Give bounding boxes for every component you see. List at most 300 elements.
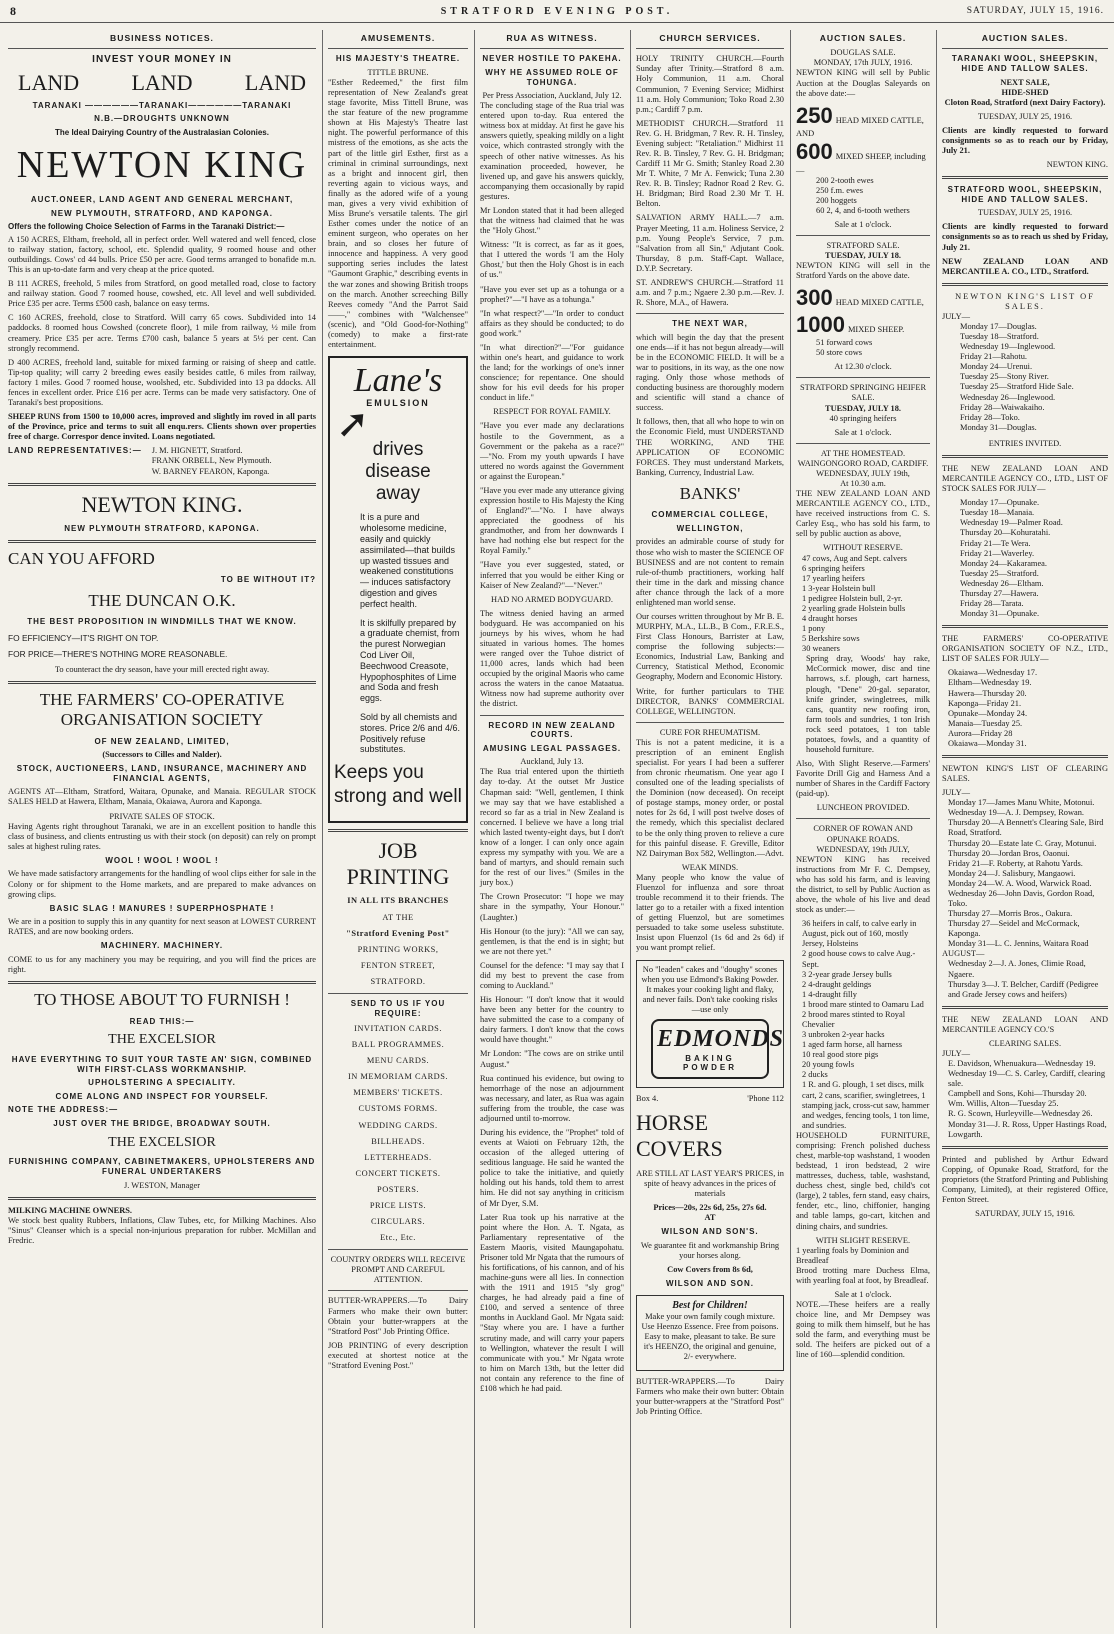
afford-title: CAN YOU AFFORD	[8, 548, 155, 568]
stratford-heading: STRATFORD SALE.	[826, 241, 900, 251]
stratford-wool: STRATFORD WOOL, SHEEPSKIN, HIDE AND TALLOW SALES.	[947, 185, 1103, 204]
college-line: COMMERCIAL COLLEGE,	[651, 510, 769, 520]
basic-slag-line: BASIC SLAG ! MANURES ! SUPERPHOSPHATE !	[49, 903, 275, 913]
representatives	[8, 446, 316, 476]
wool-text: We have made satisfactory arrangements for the handling of wool clips either for sale in the Colony or for shipment to the Home markets, and are prepared to make advances on growing clips.	[8, 869, 316, 899]
article-paragraph: "Have you ever suggested, stated, or inferred that you would be either King or Kaiser of New Zealand?"—"Never."	[480, 560, 624, 590]
lot-number: 300	[796, 285, 833, 311]
list-item: 3 2-year grade Jersey bulls	[802, 969, 892, 979]
nk-sell-text: NEWTON KING will sell by Public Auction at the Douglas Saleyards on the above date:—	[796, 68, 930, 98]
article-paragraph: Mr London: "The cows are on strike until August."	[480, 1049, 624, 1069]
list-item: 1 3-year Holstein bull	[802, 583, 876, 593]
column-amusements	[324, 30, 472, 1628]
list-item: 17 yearling heifers	[802, 573, 865, 583]
emulsion-skilfully: It is skilfully prepared by a graduate chemist, from the purest Norwegian Cod Liver Oil, Beechwood Creasote, Hypophosphites of Lime and Soda and fresh eggs.	[360, 617, 460, 704]
list-item: Friday 21—F. Roberty, at Rahotu Yards.	[948, 858, 1083, 868]
street-line: FENTON STREET,	[360, 960, 436, 970]
list-item: Monday 24—Kakaramea.	[960, 558, 1047, 568]
list-item: Monday 31—L. C. Jennins, Waitara Road	[948, 939, 1089, 949]
article-paragraph: The Rua trial entered upon the thirtieth day to-day. At the outset Mr Justice Chapman said: "Well, gentlemen, I think we may say that we have established a record so far as a trial in New Zealand is concerned. I believe we have a long trial which lasted twenty-eight days, but I don't know of a longer. I can only once again express my sympathy with you. We are a band of martyrs, and should remain such for the rest of our lives." (Smiles in the jury box.)	[480, 767, 624, 888]
rep: J. M. HIGNETT, Stratford.	[151, 446, 243, 456]
issue-date: SATURDAY, JULY 15, 1916.	[966, 6, 1104, 16]
nk-instructions: NEWTON KING has received instructions from Mr F. C. Dempsey, who has sold his farm, and is leaving the district, to sell by Public Auction as above, the whole of his live and dead stock as under:—	[796, 854, 930, 915]
print-item: CIRCULARS.	[370, 1217, 426, 1227]
divider	[942, 283, 1108, 286]
emulsion-text: It is a pure and wholesome medicine, easily and quickly assimilated—that builds up wasted tissues and weakened constitutions — induces satisfactory digestion and gives perfect health.	[360, 512, 456, 609]
banks-title: BANKS'	[679, 483, 741, 503]
rheumatism-heading: CURE FOR RHEUMATISM.	[659, 727, 761, 737]
divider	[636, 722, 784, 723]
springing-heading: STRATFORD SPRINGING HEIFER SALE.	[799, 383, 927, 403]
write-text: Write, for further particulars to THE DIRECTOR, BANKS' COMMERCIAL COLLEGE, WELLINGTON.	[636, 686, 784, 716]
at-the: AT THE	[382, 912, 414, 922]
wilson-name: WILSON AND SON'S.	[661, 1227, 759, 1237]
works-line: PRINTING WORKS,	[357, 944, 439, 954]
list-item: Kaponga—Friday 21.	[948, 698, 1022, 708]
heifers: 40 springing heifers	[829, 413, 897, 423]
list-item: R. G. Scown, Hurleyville—Wednesday 26.	[948, 1109, 1093, 1119]
list-item: Thursday 20—A Bennett's Clearing Sale, Bird Road, Stratford.	[948, 818, 1104, 838]
list-item: Monday 17—Douglas.	[960, 322, 1037, 332]
list-item: Thursday 27—Hawera.	[960, 588, 1039, 598]
sheep-list	[796, 176, 930, 216]
list-item: Wednesday 2—J. A. Jones, Climie Road, Ngaere.	[948, 959, 1086, 979]
machinery-line: MACHINERY. MACHINERY.	[100, 941, 224, 951]
dempsey-list	[796, 919, 930, 1131]
divider	[942, 625, 1108, 628]
foals: 1 yearling foals by Dominion and Breadleaf	[796, 1245, 909, 1265]
column-rule	[936, 30, 937, 1628]
nzl-clearing-title: THE NEW ZEALAND LOAN AND MERCANTILE AGENCY CO.'S	[942, 1014, 1108, 1034]
homestead-heading: AT THE HOMESTEAD.	[820, 448, 906, 458]
nzl-title: THE NEW ZEALAND LOAN AND MERCANTILE AGENCY CO., LTD., LIST OF STOCK SALES FOR JULY—	[942, 463, 1108, 494]
list-item: Okaiawa—Wednesday 17.	[948, 668, 1038, 678]
article-paragraph: The witness denied having an armed bodyguard. He was accompanied on his journeys by his wives, whom he had situated in various homes. The homes were ranged over the Tuhoe district of 11,000 acres, lands which had been occupied by the original Maoris who came across the waters in the canoe Mataatua. Witness now had supreme authority over the district.	[480, 608, 624, 709]
sale-time: At 12.30 o'clock.	[834, 362, 892, 372]
corner-heading: CORNER OF ROWAN AND OPUNAKE ROADS.	[813, 824, 913, 844]
print-item: CUSTOMS FORMS.	[358, 1104, 438, 1114]
town-line: STRATFORD.	[370, 976, 426, 986]
lot-number: 250	[796, 102, 833, 128]
column-rule	[790, 30, 791, 1628]
divider	[328, 1249, 468, 1250]
printing-details	[328, 896, 468, 986]
section-heading: AUCTION SALES.	[819, 33, 907, 43]
horse-covers-text: ARE STILL AT LAST YEAR'S PRICES, in spite of heavy advances in the prices of materials	[636, 1168, 784, 1198]
weak-minds-text: Many people who know the value of Fluenzol for influenza and sore throat trouble recommend it to their friends. The latter go to a retailer with a fixed intention of getting Fluenzol, but are sometimes persuaded to take some useless substitute. Insist upon Fluenzol (1s 6d and 2s 6d) if you want prompt relief.	[636, 872, 784, 953]
article-paragraph: His Honour (to the jury): "All we can say, gentlemen, is that the end is in sight; but we are not there yet."	[480, 926, 624, 956]
excelsior-title: THE EXCELSIOR	[108, 1032, 216, 1048]
subheading: NEVER HOSTILE TO PAKEHA.	[482, 54, 622, 64]
imprint-date: SATURDAY, JULY 15, 1916.	[975, 1209, 1075, 1219]
section-heading: AMUSEMENTS.	[360, 33, 436, 43]
list-item: Monday 31—Opunake.	[960, 609, 1040, 619]
article-paragraph: Counsel for the defence: "I may say that I did my best to prevent the case from coming to Auckland."	[480, 960, 624, 990]
nk-list-heading: NEWTON KING'S LIST OF SALES.	[955, 291, 1095, 311]
divider	[8, 540, 316, 543]
article-paragraph: During his evidence, the "Prophet" told of events at Waioti on February 12th, the occasion of the alleged uttering of seditious language. He said he wanted the police to take the initiative, and quietly holding out his hands, told them to arrest him. He did not say anything in criticism of Mr Dyer, S.M.	[480, 1127, 624, 1208]
list-item: 20 young fowls	[802, 1060, 855, 1070]
agents-text: AGENTS AT—Eltham, Stratford, Waitara, Opunake, and Manaia. REGULAR STOCK SALES HELD at Hawera, Eltham, Manaia, Okaiawa, Aurora and Kaponga.	[8, 787, 316, 807]
homestead-time: At 10.30 a.m.	[840, 478, 886, 488]
emulsion-sold: Sold by all chemists and stores. Price 2/6 and 4/6. Positively refuse substitutes.	[360, 711, 461, 755]
column-rule	[474, 30, 475, 1628]
clearing-sales-heading: CLEARING SALES.	[988, 1038, 1062, 1048]
prices: Prices—20s, 22s 6d, 25s, 27s 6d.	[653, 1202, 767, 1212]
edmonds-name: EDMONDS	[657, 1025, 785, 1052]
july-label: JULY—	[942, 311, 971, 321]
hide-shed: HIDE-SHED	[1001, 87, 1049, 97]
list-item: Hawera—Thursday 20.	[948, 688, 1027, 698]
entries-invited: ENTRIES INVITED.	[988, 438, 1062, 448]
column-business-notices	[4, 30, 320, 1628]
courses-text: Our courses written throughout by Mr B. E. MURPHY, M.A., LL.B., B Com., F.R.E.S., First Class Honours, Barrister at Law, comprise the following subjects:—Economics, Industrial Law, Banking and Currency, Statistical Method, Economic Geography, Modern and Economic History.	[636, 612, 784, 682]
divider	[796, 443, 930, 444]
church-notice: ST. ANDREW'S CHURCH.—Stratford 11 a.m. and 7 p.m.; Ngaere 2.30 p.m.—Rev. J. R. Shore, M.A., of Hawera.	[636, 277, 784, 308]
divider	[942, 48, 1108, 49]
lot-1000	[796, 312, 930, 338]
at-line: AT	[704, 1213, 716, 1223]
byline: Auckland, July 13.	[520, 757, 584, 767]
nb-line: N.B.—DROUGHTS UNKNOWN	[94, 114, 230, 124]
milking-title: MILKING MACHINE OWNERS.	[8, 1205, 133, 1215]
divider	[328, 48, 468, 49]
print-item: MENU CARDS.	[366, 1056, 430, 1066]
milking-text: We stock best quality Rubbers, Inflations, Claw Tubes, etc, for Milking Machines. Also "Sinus" Cleanser which is a special non-injurious preparation for rubber. McMillan and Fredric.	[8, 1215, 316, 1245]
column-rule	[630, 30, 631, 1628]
sale-time: Sale at 1 o'clock.	[834, 1290, 892, 1299]
furnish-title: TO THOSE ABOUT TO FURNISH !	[34, 990, 290, 1010]
newton-king-title: NEWTON KING	[16, 144, 308, 187]
stratford-date: TUESDAY, JULY 18.	[824, 251, 902, 261]
college-text: provides an admirable course of study for those who wish to master the SCIENCE OF BUSINESS and are not content to remain rule-of-thumb practitioners, working half their time in the dark and missing chance after chance through the lack of a more enlightened man world sense.	[636, 537, 784, 607]
print-item: Etc., Etc.	[380, 1233, 416, 1243]
print-item: MEMBERS' TICKETS.	[353, 1088, 443, 1098]
horse-covers-title: HORSE COVERS	[636, 1109, 723, 1162]
lot-text: HEAD MIXED CATTLE, AND	[796, 115, 924, 139]
article-paragraph: Mr London stated that it had been alleged that the witness had claimed that he was the "Holy Ghost."	[480, 205, 624, 236]
homestead-date: WEDNESDAY, JULY 19th,	[816, 468, 910, 478]
list-item: Friday 28—Tarata.	[960, 598, 1024, 608]
lanes-emulsion-ad	[328, 356, 468, 823]
wilson-contact	[636, 1094, 784, 1104]
church-notice: SALVATION ARMY HALL.—7 a.m. Prayer Meeting, 11 a.m. Holiness Service, 2 p.m. Young People's Service, 7 p.m. "Salvation from all Sin," Adjutant Cook. Thursday, 8 p.m. Staff-Capt. Wallace, D.Y.P. Secretary.	[636, 213, 784, 273]
list-item: Campbell and Sons, Kohi—Thursday 20.	[948, 1089, 1087, 1099]
lot-600	[796, 139, 930, 175]
machinery-text: COME to us for any machinery you may be requiring, and you will find the prices are right.	[8, 955, 316, 975]
clients-note: Clients are kindly requested to forward consignments so as to reach our by Friday, July 21.	[942, 125, 1108, 155]
list-item: Aurora—Friday 28	[948, 728, 1013, 738]
sheep-runs: SHEEP RUNS from 1500 to 10,000 acres, improved and slightly im roved in all parts of the Province, price and terms to suit all enqu.rers. Clients shown over properties free of charge. Correspor dence invited. Loans negotiated.	[8, 412, 316, 442]
furnishing-line: FURNISHING COMPANY, CABINETMAKERS, UPHOLSTERERS AND FUNERAL UNDERTAKERS	[8, 1157, 316, 1176]
print-item: BILLHEADS.	[371, 1136, 425, 1146]
list-item: 2 yearling grade Holstein bulls	[802, 603, 906, 613]
stock-list	[796, 554, 930, 655]
wilson-name-2: WILSON AND SON.	[665, 1278, 755, 1288]
divider	[636, 48, 784, 49]
list-item: 60 2, 4, and 6-tooth wethers	[816, 205, 910, 215]
farmers-roles: STOCK, AUCTIONEERS, LAND, INSURANCE, MACHINERY AND FINANCIAL AGENTS,	[16, 764, 308, 783]
arrow-icon: ➚	[336, 400, 370, 446]
keeps-slogan: Keeps you strong and well	[334, 762, 462, 807]
luncheon: LUNCHEON PROVIDED.	[816, 803, 910, 813]
list-item: 1 4-draught filly	[802, 989, 857, 999]
edmonds-logo	[651, 1019, 785, 1079]
list-item: Thursday 27—Morris Bros., Oakura.	[948, 909, 1073, 919]
read-this: READ THIS:—	[129, 1016, 195, 1026]
section-heading: BUSINESS NOTICES.	[110, 33, 214, 43]
farmers-nz: OF NEW ZEALAND, LIMITED,	[94, 736, 230, 746]
land-banner	[8, 70, 316, 96]
masthead	[0, 0, 1114, 23]
invest-line: INVEST YOUR MONEY IN	[92, 54, 232, 66]
best-children: Best for Children!	[672, 1299, 748, 1311]
divider	[480, 715, 624, 716]
next-war-heading: THE NEXT WAR,	[672, 319, 748, 329]
list-item: Friday 28—Waiwakaiho.	[960, 402, 1045, 412]
douglas-heading: DOUGLAS SALE.	[830, 48, 896, 58]
wellington-line: WELLINGTON,	[676, 523, 744, 533]
list-item: 51 forward cows	[816, 338, 873, 348]
sale-date: TUESDAY, JULY 25, 1916.	[977, 208, 1073, 218]
job-printing-title: JOB PRINTING	[346, 837, 450, 890]
next-sale: NEXT SALE,	[1000, 77, 1050, 87]
article-paragraph: The concluding stage of the Rua trial was entered upon to-day. Rua entered the witness box at midday. At first he gave his answers quietly, speaking mildly on a light voice, which contrasted strongly with the speech of other native witnesses. As his examination proceeded, however, he livened up, and gave his answers quickly, accompanying them occasionally by rapid gestures.	[480, 101, 624, 201]
print-item: INVITATION CARDS.	[354, 1024, 442, 1034]
print-items	[328, 1024, 468, 1243]
cattle-list	[796, 338, 930, 358]
ideal-line: The Ideal Dairying Country of the Australasian Colonies.	[55, 127, 269, 137]
theatre-review: "Esther Redeemed," the first film representation of New Zealand's great stage favorite, Miss Tittell Brune, was the star feature of the new programme shown at His Majesty's Theatre last night. The powerful performance of this mistress of the emotions, as she acts the part of the little girl Esther, first as a criminal in criminal surroundings, next as a bright and innocent girl, then reverting again to vicious ways, and finally as the adored wife of a young man, gives a very vivid exhibition of Miss Brune's versatile talents. The girl Esther comes under the notice of an eminent surgeon, who operates on her brain, and so closes her future of innocence and happiness. A very good supporting series includes the latest "Gaumont Graphic," describing events in the war zones and showing British troops on the march. Another screeching Billy Reeves comedy "And the Parrot Said——," combines with "Walchensee" (scenic), and "Old Good-for-Nothing" (comedy) to make a first-rate entertainment.	[328, 77, 468, 350]
section-heading: AUCTION SALES.	[981, 33, 1069, 43]
reps-list	[152, 446, 272, 476]
list-item: 2 brood mares stinted to Royal Chevalier	[802, 1009, 906, 1029]
clients-note: Clients are kindly requested to forward consignments so as to reach us shed by Friday, July 21.	[942, 222, 1108, 252]
farm-listing: A 150 ACRES, Eltham, freehold, all in perfect order. Well watered and well fenced, close to railway station, factory, school, etc. Splendid quality, 9 roomed house and other outbuildings. Cows' cd 44 bulls. Price £50 per acre. Good terms arranged to bonafide m.n. This is an up-to-date farm and very cheap at the price quoted.	[8, 234, 316, 275]
nk-stratford-text: NEWTON KING will sell in the Stratford Yards on the above date.	[796, 261, 930, 281]
divider	[480, 48, 624, 49]
list-item: 2 ducks	[802, 1070, 828, 1080]
butter-wrappers: BUTTER-WRAPPERS.—To Dairy Farmers who make their own butter: Obtain your butter-wrappers at the "Stratford Post" Job Printing Office.	[328, 1296, 468, 1336]
divider	[328, 829, 468, 832]
counteract-line: To counteract the dry season, have your mill erected right away.	[54, 664, 270, 674]
rep: W. BARNEY FEARON, Kaponga.	[151, 466, 270, 476]
church-notice: METHODIST CHURCH.—Stratford 11 Rev. G. H. Bridgman, 7 Rev. R. H. Tinsley, Evening subject: "Retaliation." Midhirst 11 Rev. R. B. Tinsley, 7 Rev. G. H. Bridgman; Cardiff 11 Mr G. Smith; Stanley Road 2.30 Mr T. White, 7 Mr A. Fenwick; Tuna 2.30 Rev. R. B. Tinsley; Radnor Road 2 Rev. G. H. Bridgman; Bird Road 2.30 Mr T. H. Belton.	[636, 118, 784, 209]
butter-wrappers: BUTTER-WRAPPERS.—To Dairy Farmers who make their own butter: Obtain your butter-wrappers at the "Stratford Post" Job Printing Office.	[636, 1376, 784, 1417]
address-label: NOTE THE ADDRESS:—	[8, 1105, 119, 1115]
nk-sales-list	[942, 322, 1108, 433]
springing-date: TUESDAY, JULY 18.	[824, 403, 902, 413]
list-item: 1 brood mare stinted to Oamaru Lad	[802, 999, 924, 1009]
offers-line: Offers the following Choice Selection of Farms in the Taranaki District:—	[8, 222, 285, 232]
all-branches: IN ALL ITS BRANCHES	[347, 896, 449, 906]
lot-number: 1000	[796, 311, 845, 337]
subheading: RESPECT FOR ROYAL FAMILY.	[493, 407, 611, 417]
print-item: LETTERHEADS.	[364, 1152, 432, 1162]
subheading: AMUSING LEGAL PASSAGES.	[482, 743, 622, 753]
list-item: Wednesday 26—Eltham.	[960, 578, 1044, 588]
corner-date: WEDNESDAY, 19th JULY,	[816, 844, 910, 854]
column-rule	[322, 30, 323, 1628]
locations-line: NEW PLYMOUTH STRATFORD, KAPONGA.	[64, 523, 260, 533]
job-printing-note: JOB PRINTING of every description executed at shortest notice at the "Stratford Evening Post."	[328, 1340, 468, 1370]
list-item: Friday 21—Waverley.	[960, 548, 1035, 558]
nzl-clearing-list	[942, 1059, 1108, 1140]
without-line: TO BE WITHOUT IT?	[220, 574, 316, 584]
nzloan-text: THE NEW ZEALAND LOAN AND MERCANTILE AGENCY CO., LTD., have received instructions from C. S. Carley Esq., who has sold his farm, to sell by public auction as above,	[796, 489, 930, 539]
lot-text: HEAD MIXED CATTLE,	[835, 298, 924, 308]
basic-text: We are in a position to supply this in any quantity for next season at LOWEST CURRENT RATES, and are now booking orders.	[8, 917, 316, 937]
wool-line: WOOL ! WOOL ! WOOL !	[105, 855, 219, 865]
implements: Spring dray, Woods' hay rake, McCormick mower, disc and tine harrows, s.f. plough, cart harness, plough, "Dene" 20-gal. separator, knife grinder, swingletrees, milk cans, quantity new roofing iron, farm tools and sundries, 1 ton Irish rock seed potatoes, 1 ton table potatoes, fowls, and a quantity of household furniture.	[806, 654, 930, 755]
auctioneer-line: AUCT.ONEER, LAND AGENT AND GENERAL MERCHANT,	[30, 195, 294, 205]
list-item: Thursday 20—Kohuratahi.	[960, 528, 1051, 538]
private-sales-text: Having Agents right throughout Taranaki, we are in an excellent position to handle this class of business, and clients entrusting us with their stock (on deposit) can rely on prompt sales at highest ruling rates.	[8, 821, 316, 851]
edmonds-text: No "leaden" cakes and "doughy" scones when you use Edmond's Baking Powder. It makes your cooking light and flaky, and never fails. Don't take cooking risks—use only	[641, 964, 779, 1014]
office-name: "Stratford Evening Post"	[346, 928, 450, 938]
ad-word: disease	[365, 460, 431, 482]
excelsior-title-2: THE EXCELSIOR	[108, 1134, 216, 1150]
list-item: 6 springing heifers	[802, 563, 865, 573]
list-item: 250 f.m. ewes	[816, 185, 863, 195]
list-item: Monday 24—J. Salisbury, Mangaowi.	[948, 868, 1076, 878]
baking-powder: BAKING POWDER	[683, 1053, 737, 1073]
divider	[796, 818, 930, 819]
list-item: Eltham—Wednesday 19.	[948, 678, 1032, 688]
list-item: 200 hoggets	[816, 195, 857, 205]
follows-text: It follows, then, that all who hope to win on the Economic Field, must UNDERSTAND THE WORKING, AND THE APPLICATION OF ECONOMIC FORCES. They must understand Markets, Banking, Currency, Industrial Law.	[636, 417, 784, 477]
farmers-sales-list	[942, 668, 1108, 749]
list-item: Friday 28—Toko.	[960, 412, 1020, 422]
also-text: Also, With Slight Reserve.—Farmers' Favorite Drill Gig and Harness And a number of Shares in the Cardiff Factory (paid-up).	[796, 759, 930, 799]
list-item: Wednesday 19—A. J. Dempsey, Rowan.	[948, 808, 1085, 818]
taranaki-line: TARANAKI ——————TARANAKI——————TARANAKI	[32, 100, 292, 110]
list-item: Monday 17—Opunake.	[960, 498, 1040, 508]
list-item: 36 heifers in calf, to calve early in August, pick out of 160, mostly Jersey, Holsteins	[802, 919, 917, 949]
lot-text: MIXED SHEEP.	[847, 324, 905, 334]
taranaki-wool: TARANAKI WOOL, SHEEPSKIN, HIDE AND TALLOW SALES.	[951, 54, 1099, 73]
address: JUST OVER THE BRIDGE, BROADWAY SOUTH.	[53, 1118, 271, 1128]
list-item: Manaia—Tuesday 25.	[948, 718, 1023, 728]
list-item: Wednesday 26—Inglewood.	[960, 392, 1056, 402]
divider	[942, 455, 1108, 458]
manager-line: J. WESTON, Manager	[124, 1180, 200, 1190]
article-paragraph: "Have you ever made any utterance giving expression hostile to His Majesty the King of England?"—"No. I have always appreciated the goodness of his grandmother, and from her downwards I have had nothing else but respect for the Royal Family."	[480, 485, 624, 556]
divider	[942, 1006, 1108, 1009]
list-item: Tuesday 18—Manaia.	[960, 508, 1035, 518]
list-item: 1 pony	[802, 624, 826, 634]
divider	[942, 755, 1108, 758]
section-heading: CHURCH SERVICES.	[659, 33, 761, 43]
article-paragraph: "In what respect?"—"In order to conduct affairs as they should be conducted; to do good work."	[480, 308, 624, 338]
article-paragraph: "Have you ever made any declarations hostile to the Government, as a Government or the pakeha as a race?" —"No. From my youth upwards I have uttered no words against the Government or against the European."	[480, 421, 624, 481]
farm-listing: B 111 ACRES, freehold, 5 miles from Stratford, on good metalled road, close to factory and railway station. Good 7 roomed house, cowshed, etc. All level and well subdivided. Price £35 per acre. Terms £500 cash, balance on easy terms.	[8, 279, 316, 309]
farm-listing: D 400 ACRES, freehold land, suitable for mixed farming or raising of sheep and cattle. Tip-top quality; will carry 2 breeding ewes easily besides cattle, 6 miles from railway, factory 1 miles. Good 7 roomed house, woolshed, etc. Subdivided into 13 pa ddocks. All fences in excellent order. Price £16 per acre. Terms can be made very satisfactory. One of Taranaki's best propositions.	[8, 357, 316, 408]
price-line: FOR PRICE—THERE'S NOTHING MORE REASONABLE.	[8, 648, 228, 659]
box-number: Box 4.	[636, 1093, 659, 1103]
theatre-heading: HIS MAJESTY'S THEATRE.	[335, 54, 461, 64]
divider	[8, 981, 316, 984]
list-item: Tuesday 25—Stony River.	[960, 372, 1049, 382]
brood-mare: Brood trotting mare Duchess Elma, with yearling foal at foot, by Breadleaf.	[796, 1265, 930, 1285]
list-item: 10 real good store pigs	[802, 1050, 879, 1060]
list-item: 1 pedigree Holstein bull, 2-yr.	[802, 593, 903, 603]
land-word: LAND	[131, 70, 193, 96]
lot-300	[796, 285, 930, 311]
list-item: Tuesday 25—Stratford Hide Sale.	[960, 382, 1074, 392]
slight-reserve: WITH SLIGHT RESERVE.	[815, 1235, 911, 1245]
private-sales-heading: PRIVATE SALES OF STOCK.	[109, 811, 215, 821]
list-item: Wednesday 26—John Davis, Gordon Road, Toko.	[948, 888, 1095, 908]
waingongoro: WAINGONGORO ROAD, CARDIFF.	[797, 458, 929, 468]
divider	[328, 993, 468, 994]
subheading: RECORD IN NEW ZEALAND COURTS.	[488, 720, 616, 740]
list-item: Monday 17—James Manu White, Motonui.	[948, 798, 1095, 808]
list-item: Thursday 20—Jordan Bros, Oaonui.	[948, 848, 1070, 858]
edmonds-ad	[636, 960, 784, 1088]
land-word: LAND	[244, 70, 306, 96]
divider	[8, 48, 316, 49]
sale-time: Sale at 1 o'clock.	[834, 427, 892, 437]
page-number: 8	[10, 4, 16, 18]
efficiency-line: FO EFFICIENCY—IT'S RIGHT ON TOP.	[8, 632, 159, 643]
column-auction-sales	[792, 30, 934, 1628]
lanes-logo: Lane's	[353, 362, 443, 400]
list-item: 5 Berkshire sows	[802, 634, 860, 644]
newton-king-subtitle: NEWTON KING.	[81, 491, 243, 517]
church-notice: HOLY TRINITY CHURCH.—Fourth Sunday after Trinity.—Stratford 8 a.m. Holy Communion, 11 a.m. Choral Communion, 7 Evening Service; Midhirst 11 a.m. Holy Communion; Toko Road 2.30 p.m.; Cardiff 7 p.m.	[636, 54, 784, 114]
country-orders: COUNTRY ORDERS WILL RECEIVE PROMPT AND CAREFUL ATTENTION.	[330, 1255, 466, 1285]
list-item: Monday 31—J. R. Ross, Upper Hastings Road, Lowgarth.	[948, 1119, 1107, 1139]
list-item: Wednesday 19—Palmer Road.	[960, 518, 1063, 528]
divider	[796, 377, 930, 378]
locations-line: NEW PLYMOUTH, STRATFORD, AND KAPONGA.	[50, 208, 274, 218]
come-along: COME ALONG AND INSPECT FOR YOURSELF.	[55, 1091, 269, 1101]
july-label: JULY—	[942, 1049, 971, 1059]
list-item: Thursday 20—Estate late C. Gray, Motunui.	[948, 838, 1097, 848]
list-item: Monday 24—Urenui.	[960, 362, 1033, 372]
list-item: Tuesday 18—Stratford.	[960, 332, 1039, 342]
cow-covers: Cow Covers from 8s 6d,	[667, 1264, 753, 1274]
rheumatism-text: This is not a patent medicine, it is a prescription of an eminent English specialist. For years I had been a sufferer from chronic rheumatism. One year ago I consulted one of the leading specialists of the Dominion (now deceased). On receipt of postage stamps, money order, or postal notes for 2s 6d, I will post twelve doses of the remedy, which this specialist declared to be the only thing proven to relieve a cure for this painful disease. F. Greville, Editor NZ Dairyman Box 582, Wellington.—Advt.	[636, 737, 784, 858]
sale-date: TUESDAY, JULY 25, 1916.	[977, 111, 1073, 121]
list-item: Tuesday 25—Stratford.	[960, 568, 1039, 578]
ad-word: drives	[372, 438, 424, 460]
lot-250	[796, 103, 930, 139]
tittle-heading: TITTLE BRUNE.	[367, 67, 429, 77]
duncan-title: THE DUNCAN O.K.	[88, 590, 236, 610]
cloton-road: Cloton Road, Stratford (next Dairy Factory).	[944, 97, 1106, 107]
section-heading: RUA AS WITNESS.	[506, 33, 598, 43]
list-item: 3 unbroken 2-year hacks	[802, 1030, 885, 1040]
divider	[8, 483, 316, 486]
print-item: POSTERS.	[377, 1184, 419, 1194]
list-item: E. Davidson, Whenuakura—Wednesday 19.	[948, 1059, 1096, 1069]
list-item: 47 cows, Aug and Sept. calvers	[802, 553, 907, 563]
divider	[328, 1290, 468, 1291]
list-item: Okaiawa—Monday 31.	[948, 738, 1027, 748]
nk-sign: NEWTON KING.	[1046, 160, 1108, 170]
next-war-text: which will begin the day that the present one ends—if it has not begun already—will be in the ECONOMIC FIELD. It will be a war to positions, in its way, as the one now raging. Only those whose methods of conducting business are thoroughly modern and scientific will stand a chance of success.	[636, 332, 784, 413]
clearing-title: NEWTON KING'S LIST OF CLEARING SALES.	[942, 763, 1108, 784]
article-paragraph: Later Rua took up his narrative at the point where the Hon. A. T. Ngata, as Parliamentary representative of the Eastern Maoris, visited Maungapohatu. Prisoner told Mr Ngata that the rumours of his fortifications, of his cannon, and of his machine-guns were all lies. In connection with the 1911 and 1915 "sly grog" charges, he had already paid a fine of £100, and served a sentence of three months in Auckland Gaol. Mr Ngata said: "Stay where you are. I have a further scrutiny made, and will carry your papers to Wellington, whatever the result I will communicate with you." Mr Ngata wrote to him on March 13th, but the letter did not contain any reference to the fine of £108 which he had paid.	[480, 1212, 624, 1393]
list-item: Wednesday 19—C. S. Carley, Cardiff, clearing sale.	[948, 1069, 1106, 1089]
list-item: Thursday 3—J. T. Belcher, Cardiff (Pedigree and Grade Jersey cows and heifers)	[948, 979, 1099, 999]
column-auction-sales-2	[938, 30, 1112, 1628]
list-item: 2 good house cows to calve Aug.-Sept.	[802, 949, 916, 969]
nzl-sales-list	[942, 498, 1108, 619]
august-label: AUGUST—	[942, 949, 985, 959]
